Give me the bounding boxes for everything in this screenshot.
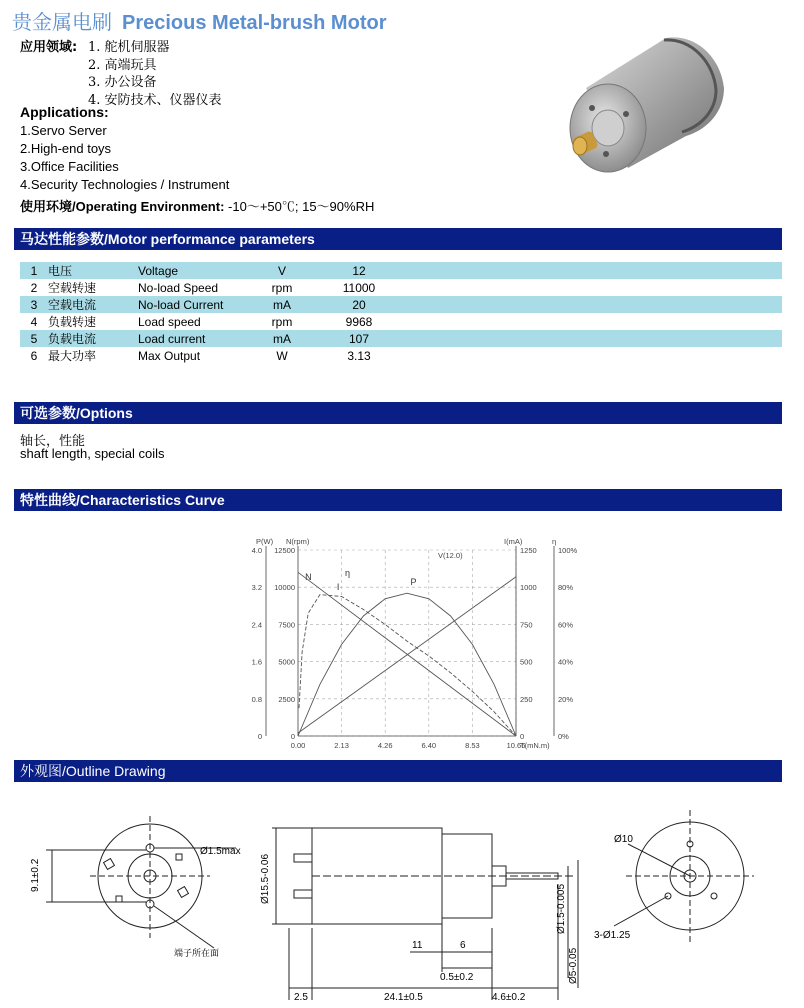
applications-en-item: 3.Office Facilities [20,159,119,174]
tick-label-torque: 10.66 [506,741,526,750]
param-no: 6 [30,348,38,363]
table-row [20,279,782,296]
options-en: shaft length, special coils [20,446,165,461]
param-unit: V [250,262,314,279]
param-en: Load current [138,330,250,347]
tick-label-speed: 10000 [274,583,295,593]
applications-cn-item: 4. 安防技术、仪器仪表 [88,93,222,108]
table-row [20,313,782,330]
axis-label-speed: N(rpm) [286,537,310,546]
tick-label-current: 1250 [520,546,537,555]
applications-en-item: 1.Servo Server [20,123,107,138]
param-en: Voltage [138,262,250,279]
axis-label-torque: T(mN.m) [520,741,550,750]
tick-label-power: 0 [257,732,262,741]
param-no: 4 [30,314,38,329]
series-line-2 [298,577,516,733]
tick-label-efficiency: 100% [558,546,578,555]
axis-label-power: P(W) [256,537,274,546]
param-no: 3 [20,296,48,313]
dim-body-len: 24.1±0.5 [384,992,423,1003]
param-cn: 电压 [48,262,138,279]
param-cn: 空载转速 [48,281,97,295]
param-value: 3.13 [347,348,371,363]
dim-boss-len: 0.5±0.2 [440,972,474,983]
tick-label-efficiency: 40% [558,657,574,667]
tick-label-current: 1000 [520,583,537,593]
axis-label-efficiency: η [552,537,557,546]
table-row [20,262,782,279]
applications-en-item: 4.Security Technologies / Instrument [20,177,230,192]
param-cn: 空载电流 [48,296,138,313]
dim-shaft-len: 4.6±0.2 [492,992,526,1003]
param-unit: W [276,348,288,363]
applications-en-heading: Applications: [20,104,109,120]
tick-label-current: 0 [520,732,525,741]
param-unit: rpm [271,314,293,329]
tick-label-efficiency: 80% [558,583,574,593]
outline-drawing [14,788,790,1004]
param-value: 20 [314,296,404,313]
characteristics-chart [236,532,586,754]
dim-terminal: 2.5 [294,992,308,1003]
chart-title: V(12.0) [438,551,463,560]
param-value: 12 [314,262,404,279]
title-en: Precious Metal-brush Motor [122,12,387,34]
tick-label-speed: 7500 [278,620,295,630]
dim-boss-dia: Ø5-0.05 [568,947,579,984]
table-row [20,330,782,347]
tick-label-torque: 2.13 [334,741,349,750]
tick-label-power: 0.8 [251,694,262,704]
tick-label-power: 4.0 [251,546,262,555]
section-options-en: /Options [76,405,133,421]
tick-label-torque: 6.40 [421,741,437,750]
dim-body-dia: Ø15.5-0.06 [260,853,271,904]
section-options-cn: 可选参数 [20,406,76,422]
param-unit: mA [250,330,314,347]
tick-label-speed: 2500 [278,694,295,704]
title-cn: 贵金属电刷 [12,10,112,34]
param-value: 11000 [342,280,376,295]
tick-label-efficiency: 0% [558,732,569,741]
section-curve-en: /Characteristics Curve [76,492,225,508]
tick-label-efficiency: 20% [558,694,574,704]
tick-label-efficiency: 60% [558,620,574,630]
tick-label-speed: 0 [290,732,295,741]
section-outline-cn: 外观图 [20,764,62,780]
tick-label-current: 750 [520,620,533,630]
series-line-1 [298,572,516,736]
section-bar-options [14,402,782,424]
dim-shaft-dia: Ø1.5-0.005 [556,883,567,934]
dim-11: 11 [412,940,423,951]
applications-en-item: 2.High-end toys [20,141,112,156]
param-en: Max Output [138,348,201,363]
dim-hole-left: Ø1.5max [200,846,241,857]
series-line-3 [298,593,516,736]
tick-label-torque: 4.26 [377,741,393,750]
param-value: 107 [314,330,404,347]
series-label: P [410,576,417,587]
param-no: 1 [20,262,48,279]
section-performance-en: /Motor performance parameters [104,231,315,247]
options-cn: 轴长，性能 [20,434,86,449]
table-row [20,296,782,313]
tick-label-current: 500 [520,657,533,667]
applications-cn-item: 2. 高端玩具 [88,58,157,73]
series-label: η [345,568,351,579]
dim-6: 6 [460,940,466,951]
applications-cn-label: 应用领域: [20,40,78,55]
tick-label-power: 3.2 [251,583,262,593]
tick-label-torque: 0.00 [290,741,306,750]
operating-environment [20,196,374,215]
tick-label-power: 1.6 [251,657,262,667]
section-outline-en: /Outline Drawing [62,763,166,779]
param-en: No-load Current [138,296,250,313]
table-row [20,347,782,364]
section-bar-curve [14,489,782,511]
tick-label-speed: 5000 [278,657,295,667]
param-no: 5 [20,330,48,347]
param-cn: 负载转速 [48,315,97,329]
section-curve-cn: 特性曲线 [20,493,76,509]
motor-photo [546,18,746,204]
dim-right-holes: 3-Ø1.25 [594,930,631,941]
param-cn: 最大功率 [48,349,97,363]
param-unit: mA [250,296,314,313]
axis-label-current: I(mA) [504,537,523,546]
dim-right-dia: Ø10 [614,834,633,845]
section-bar-outline [14,760,782,782]
param-unit: rpm [271,280,293,295]
tick-label-speed: 12500 [274,546,295,555]
tick-label-power: 2.4 [251,620,262,630]
param-en: Load speed [138,314,201,329]
tick-label-torque: 8.53 [465,741,480,750]
environment-label: 使用环境/Operating Environment: [20,199,225,214]
section-performance-cn: 马达性能参数 [20,232,104,248]
param-en: No-load Speed [138,280,219,295]
param-cn: 负载电流 [48,330,138,347]
param-value: 9968 [345,314,373,329]
environment-value: -10～+50℃; 15～90%RH [228,199,375,214]
parameters-table [20,262,782,364]
dim-height-left: 9.1±0.2 [30,858,41,892]
applications-cn-item: 3. 办公设备 [88,75,157,90]
page-title [12,6,386,35]
applications-cn-item: 1. 舵机伺服器 [88,40,170,55]
section-bar-performance [14,228,782,250]
param-no: 2 [30,280,38,295]
terminal-note: 端子所在面 [174,949,220,959]
series-label: N [305,571,312,582]
series-label: I [336,582,340,593]
tick-label-current: 250 [520,694,533,704]
